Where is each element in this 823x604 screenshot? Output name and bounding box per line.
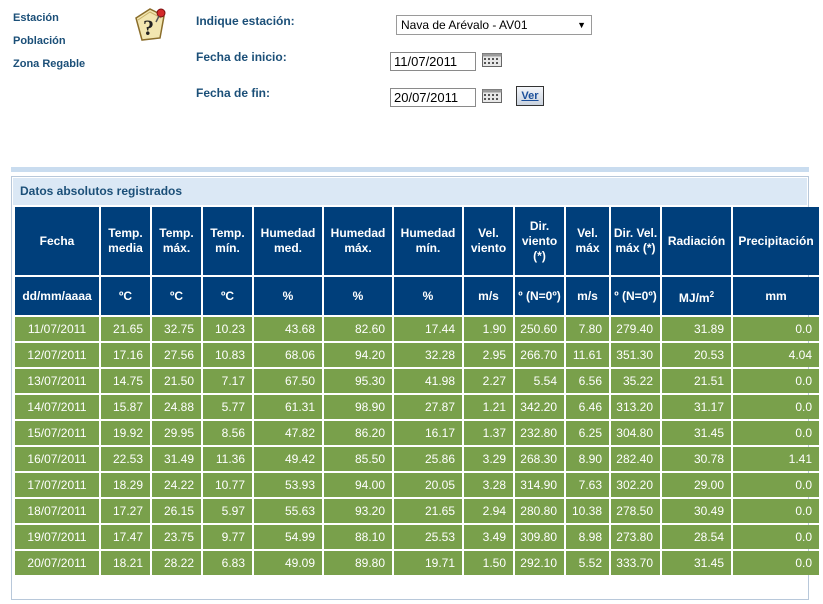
table-cell: 313.20 xyxy=(611,395,660,419)
table-cell: 5.54 xyxy=(515,369,564,393)
ver-button[interactable]: Ver xyxy=(516,86,544,106)
table-row xyxy=(15,525,819,549)
table-cell: 314.90 xyxy=(515,473,564,497)
calendar-icon[interactable] xyxy=(482,53,502,67)
table-cell: 61.31 xyxy=(254,395,322,419)
table-cell: 6.25 xyxy=(566,421,609,445)
table-cell: 2.94 xyxy=(464,499,513,523)
column-header: Humedad mín. xyxy=(394,207,462,275)
data-table xyxy=(13,205,821,577)
table-cell: 31.89 xyxy=(662,317,731,341)
end-date-input[interactable]: 20/07/2011 xyxy=(390,88,476,107)
table-cell: 10.77 xyxy=(203,473,252,497)
table-cell: 19.92 xyxy=(101,421,150,445)
table-cell: 68.06 xyxy=(254,343,322,367)
table-cell: 6.83 xyxy=(203,551,252,575)
table-row xyxy=(15,343,819,367)
table-cell: 21.50 xyxy=(152,369,201,393)
svg-text:?: ? xyxy=(143,15,154,40)
column-header: Humedad med. xyxy=(254,207,322,275)
table-cell: 8.98 xyxy=(566,525,609,549)
sidebar-item-zona-regable[interactable]: Zona Regable xyxy=(13,58,86,70)
chevron-down-icon[interactable]: ▼ xyxy=(577,20,586,30)
column-header: Fecha xyxy=(15,207,99,275)
table-cell: 250.60 xyxy=(515,317,564,341)
table-cell: 18.29 xyxy=(101,473,150,497)
table-cell: 28.22 xyxy=(152,551,201,575)
table-row xyxy=(15,447,819,471)
table-cell: 19.71 xyxy=(394,551,462,575)
table-cell: 1.21 xyxy=(464,395,513,419)
table-cell: 30.78 xyxy=(662,447,731,471)
panel-top-bar xyxy=(11,167,809,172)
column-header: Dir. viento (*) xyxy=(515,207,564,275)
unit-header: º (N=0º) xyxy=(515,277,564,315)
table-cell: 27.56 xyxy=(152,343,201,367)
table-cell: 25.53 xyxy=(394,525,462,549)
table-cell: 304.80 xyxy=(611,421,660,445)
station-select-value: Nava de Arévalo - AV01 xyxy=(401,18,528,32)
table-cell: 266.70 xyxy=(515,343,564,367)
unit-header: % xyxy=(324,277,392,315)
table-cell: 333.70 xyxy=(611,551,660,575)
table-cell: 94.00 xyxy=(324,473,392,497)
table-cell: 8.90 xyxy=(566,447,609,471)
table-cell: 88.10 xyxy=(324,525,392,549)
table-cell: 49.42 xyxy=(254,447,322,471)
table-cell: 3.29 xyxy=(464,447,513,471)
column-header: Vel. viento xyxy=(464,207,513,275)
start-date-label: Fecha de inicio: xyxy=(196,50,287,64)
table-cell: 11/07/2011 xyxy=(15,317,99,341)
table-cell: 15/07/2011 xyxy=(15,421,99,445)
table-cell: 282.40 xyxy=(611,447,660,471)
table-cell: 22.53 xyxy=(101,447,150,471)
table-cell: 23.75 xyxy=(152,525,201,549)
sidebar-item-poblacion[interactable]: Población xyxy=(13,35,66,47)
table-row xyxy=(15,317,819,341)
table-cell: 21.51 xyxy=(662,369,731,393)
table-cell: 0.0 xyxy=(733,525,819,549)
table-row xyxy=(15,551,819,575)
table-cell: 17.44 xyxy=(394,317,462,341)
station-select[interactable] xyxy=(396,15,592,35)
table-cell: 67.50 xyxy=(254,369,322,393)
table-cell: 54.99 xyxy=(254,525,322,549)
table-cell: 35.22 xyxy=(611,369,660,393)
table-cell: 43.68 xyxy=(254,317,322,341)
table-cell: 11.61 xyxy=(566,343,609,367)
station-label: Indique estación: xyxy=(196,14,295,28)
units-row xyxy=(15,277,819,315)
table-cell: 232.80 xyxy=(515,421,564,445)
table-cell: 25.86 xyxy=(394,447,462,471)
table-cell: 1.41 xyxy=(733,447,819,471)
table-cell: 31.49 xyxy=(152,447,201,471)
table-cell: 20.53 xyxy=(662,343,731,367)
table-cell: 19/07/2011 xyxy=(15,525,99,549)
table-row xyxy=(15,395,819,419)
table-cell: 5.77 xyxy=(203,395,252,419)
table-cell: 7.80 xyxy=(566,317,609,341)
table-cell: 53.93 xyxy=(254,473,322,497)
table-body xyxy=(15,317,819,575)
table-cell: 94.20 xyxy=(324,343,392,367)
table-cell: 29.00 xyxy=(662,473,731,497)
table-cell: 2.27 xyxy=(464,369,513,393)
table-cell: 0.0 xyxy=(733,317,819,341)
table-cell: 89.80 xyxy=(324,551,392,575)
table-cell: 49.09 xyxy=(254,551,322,575)
table-cell: 82.60 xyxy=(324,317,392,341)
column-header: Temp. mín. xyxy=(203,207,252,275)
table-cell: 3.49 xyxy=(464,525,513,549)
table-cell: 31.45 xyxy=(662,551,731,575)
table-cell: 31.45 xyxy=(662,421,731,445)
table-cell: 342.20 xyxy=(515,395,564,419)
table-cell: 3.28 xyxy=(464,473,513,497)
column-header: Radiación xyxy=(662,207,731,275)
table-cell: 309.80 xyxy=(515,525,564,549)
table-cell: 0.0 xyxy=(733,369,819,393)
table-row xyxy=(15,473,819,497)
table-row xyxy=(15,369,819,393)
unit-header: dd/mm/aaaa xyxy=(15,277,99,315)
table-cell: 93.20 xyxy=(324,499,392,523)
table-cell: 279.40 xyxy=(611,317,660,341)
table-cell: 28.54 xyxy=(662,525,731,549)
unit-header: m/s xyxy=(464,277,513,315)
table-cell: 47.82 xyxy=(254,421,322,445)
table-cell: 29.95 xyxy=(152,421,201,445)
table-cell: 13/07/2011 xyxy=(15,369,99,393)
table-cell: 0.0 xyxy=(733,473,819,497)
table-cell: 9.77 xyxy=(203,525,252,549)
table-cell: 273.80 xyxy=(611,525,660,549)
table-cell: 21.65 xyxy=(394,499,462,523)
unit-header: $MJ/m^2$ xyxy=(662,277,731,315)
start-date-input[interactable]: 11/07/2011 xyxy=(390,52,476,71)
column-header: Temp. media xyxy=(101,207,150,275)
table-cell: 11.36 xyxy=(203,447,252,471)
unit-header: ºC xyxy=(203,277,252,315)
table-cell: 4.04 xyxy=(733,343,819,367)
table-cell: 6.56 xyxy=(566,369,609,393)
table-cell: 292.10 xyxy=(515,551,564,575)
table-cell: 12/07/2011 xyxy=(15,343,99,367)
calendar-icon[interactable] xyxy=(482,89,502,103)
column-header: Vel. máx xyxy=(566,207,609,275)
table-cell: 7.63 xyxy=(566,473,609,497)
unit-header: % xyxy=(254,277,322,315)
table-cell: 17.16 xyxy=(101,343,150,367)
help-icon[interactable] xyxy=(130,4,170,44)
table-row xyxy=(15,421,819,445)
table-cell: 17/07/2011 xyxy=(15,473,99,497)
unit-header: % xyxy=(394,277,462,315)
table-cell: 98.90 xyxy=(324,395,392,419)
table-cell: 16/07/2011 xyxy=(15,447,99,471)
unit-header: ºC xyxy=(152,277,201,315)
table-cell: 8.56 xyxy=(203,421,252,445)
table-cell: 30.49 xyxy=(662,499,731,523)
table-cell: 55.63 xyxy=(254,499,322,523)
header-row xyxy=(15,207,819,275)
table-cell: 85.50 xyxy=(324,447,392,471)
table-cell: 1.50 xyxy=(464,551,513,575)
table-cell: 10.83 xyxy=(203,343,252,367)
table-row xyxy=(15,499,819,523)
table-cell: 26.15 xyxy=(152,499,201,523)
table-cell: 17.27 xyxy=(101,499,150,523)
sidebar-item-estacion[interactable]: Estación xyxy=(13,12,59,24)
column-header: Precipitación xyxy=(733,207,819,275)
unit-header: m/s xyxy=(566,277,609,315)
table-cell: 95.30 xyxy=(324,369,392,393)
table-cell: 18/07/2011 xyxy=(15,499,99,523)
table-cell: 86.20 xyxy=(324,421,392,445)
unit-header: mm xyxy=(733,277,819,315)
table-cell: 41.98 xyxy=(394,369,462,393)
table-cell: 24.22 xyxy=(152,473,201,497)
table-cell: 27.87 xyxy=(394,395,462,419)
table-cell: 1.37 xyxy=(464,421,513,445)
table-cell: 302.20 xyxy=(611,473,660,497)
table-cell: 32.28 xyxy=(394,343,462,367)
table-cell: 1.90 xyxy=(464,317,513,341)
table-cell: 0.0 xyxy=(733,551,819,575)
table-cell: 5.52 xyxy=(566,551,609,575)
table-cell: 268.30 xyxy=(515,447,564,471)
unit-header: ºC xyxy=(101,277,150,315)
table-cell: 24.88 xyxy=(152,395,201,419)
table-cell: 6.46 xyxy=(566,395,609,419)
table-cell: 18.21 xyxy=(101,551,150,575)
table-cell: 21.65 xyxy=(101,317,150,341)
table-cell: 31.17 xyxy=(662,395,731,419)
column-header: Temp. máx. xyxy=(152,207,201,275)
table-cell: 0.0 xyxy=(733,499,819,523)
column-header: Humedad máx. xyxy=(324,207,392,275)
table-cell: 2.95 xyxy=(464,343,513,367)
table-cell: 14.75 xyxy=(101,369,150,393)
table-cell: 32.75 xyxy=(152,317,201,341)
table-cell: 17.47 xyxy=(101,525,150,549)
table-cell: 7.17 xyxy=(203,369,252,393)
column-header: Dir. Vel. máx (*) xyxy=(611,207,660,275)
table-cell: 351.30 xyxy=(611,343,660,367)
table-cell: 10.38 xyxy=(566,499,609,523)
table-cell: 0.0 xyxy=(733,395,819,419)
end-date-label: Fecha de fin: xyxy=(196,86,271,100)
table-cell: 0.0 xyxy=(733,421,819,445)
table-cell: 278.50 xyxy=(611,499,660,523)
table-cell: 10.23 xyxy=(203,317,252,341)
table-cell: 5.97 xyxy=(203,499,252,523)
table-cell: 20/07/2011 xyxy=(15,551,99,575)
table-cell: 14/07/2011 xyxy=(15,395,99,419)
table-cell: 280.80 xyxy=(515,499,564,523)
unit-header: º (N=0º) xyxy=(611,277,660,315)
table-cell: 15.87 xyxy=(101,395,150,419)
table-cell: 16.17 xyxy=(394,421,462,445)
table-cell: 20.05 xyxy=(394,473,462,497)
panel-title: Datos absolutos registrados xyxy=(13,178,807,205)
